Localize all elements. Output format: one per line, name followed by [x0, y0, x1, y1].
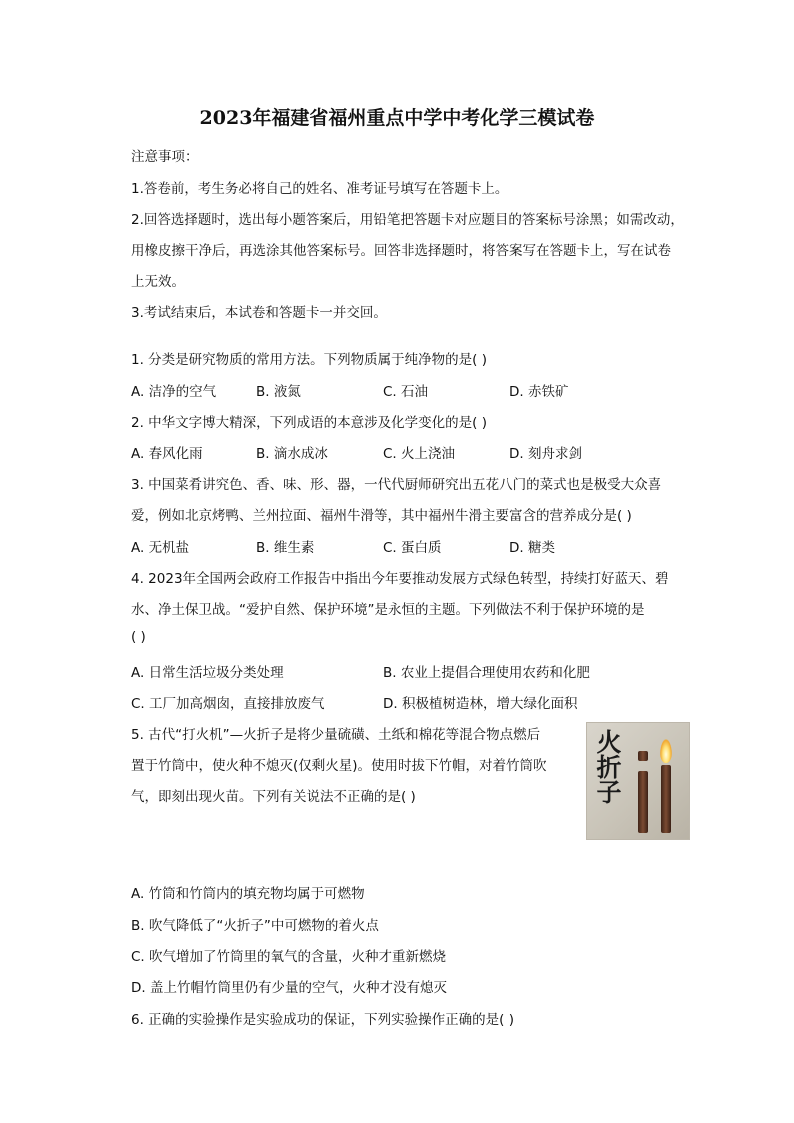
option: A. 春风化雨	[131, 446, 203, 462]
question-5-stem: 5. 古代“打火机”—火折子是将少量硫磺、土纸和棉花等混合物点燃后	[131, 727, 541, 743]
fire-starter-image	[586, 722, 690, 840]
option: C. 吹气增加了竹筒里的氧气的含量，火种才重新燃烧	[131, 949, 447, 965]
question-5-stem: 置于竹筒中，使火种不熄灭(仅剩火星)。使用时拔下竹帽，对着竹筒吹	[131, 758, 547, 774]
option: D. 刻舟求剑	[509, 446, 582, 462]
fire-starter-label: 火折子	[593, 729, 622, 804]
option: A. 日常生活垃圾分类处理	[131, 665, 284, 681]
question-4-stem: ( )	[131, 629, 146, 645]
bamboo-tube-lit	[661, 765, 671, 833]
option: B. 滴水成冰	[256, 446, 328, 462]
bamboo-tube	[638, 771, 648, 833]
notice-heading: 注意事项：	[131, 149, 199, 165]
notice-line: 用橡皮擦干净后，再选涂其他答案标号。回答非选择题时，将答案写在答题卡上，写在试卷	[131, 243, 671, 259]
question-3-stem: 3. 中国菜肴讲究色、香、味、形、器，一代代厨师研究出五花八门的菜式也是极受大众喜	[131, 477, 662, 493]
question-4-stem: 4. 2023年全国两会政府工作报告中指出今年要推动发展方式绿色转型，持续打好蓝天、碧	[131, 571, 669, 587]
flame-icon	[660, 739, 672, 763]
notice-line: 上无效。	[131, 274, 185, 290]
question-6-stem: 6. 正确的实验操作是实验成功的保证，下列实验操作正确的是( )	[131, 1012, 514, 1028]
question-3-stem: 爱，例如北京烤鸭、兰州拉面、福州牛滑等，其中福州牛滑主要富含的营养成分是( )	[131, 508, 632, 524]
option: D. 糖类	[509, 540, 555, 556]
question-2-stem: 2. 中华文字博大精深，下列成语的本意涉及化学变化的是( )	[131, 415, 487, 431]
option: A. 洁净的空气	[131, 384, 217, 400]
question-4-stem: 水、净土保卫战。“爱护自然、保护环境”是永恒的主题。下列做法不利于保护环境的是	[131, 602, 645, 618]
option: D. 盖上竹帽竹筒里仍有少量的空气，火种才没有熄灭	[131, 980, 447, 996]
option: D. 赤铁矿	[509, 384, 569, 400]
notice-line: 3.考试结束后，本试卷和答题卡一并交回。	[131, 305, 387, 321]
option: C. 工厂加高烟囱，直接排放废气	[131, 696, 325, 712]
option: A. 无机盐	[131, 540, 190, 556]
option: D. 积极植树造林，增大绿化面积	[383, 696, 578, 712]
option: C. 蛋白质	[383, 540, 442, 556]
bamboo-cap	[638, 751, 648, 761]
option: C. 石油	[383, 384, 429, 400]
option: B. 液氮	[256, 384, 301, 400]
notice-line: 2.回答选择题时，选出每小题答案后，用铅笔把答题卡对应题目的答案标号涂黑；如需改动，	[131, 212, 684, 228]
question-5-stem: 气，即刻出现火苗。下列有关说法不正确的是( )	[131, 789, 416, 805]
option: B. 农业上提倡合理使用农药和化肥	[383, 665, 590, 681]
notice-line: 1.答卷前，考生务必将自己的姓名、准考证号填写在答题卡上。	[131, 181, 509, 197]
question-1-stem: 1. 分类是研究物质的常用方法。下列物质属于纯净物的是( )	[131, 352, 487, 368]
option: B. 吹气降低了“火折子”中可燃物的着火点	[131, 918, 379, 934]
page-title: 2023年福建省福州重点中学中考化学三模试卷	[199, 107, 595, 129]
option: B. 维生素	[256, 540, 315, 556]
option: A. 竹筒和竹筒内的填充物均属于可燃物	[131, 886, 365, 902]
option: C. 火上浇油	[383, 446, 456, 462]
